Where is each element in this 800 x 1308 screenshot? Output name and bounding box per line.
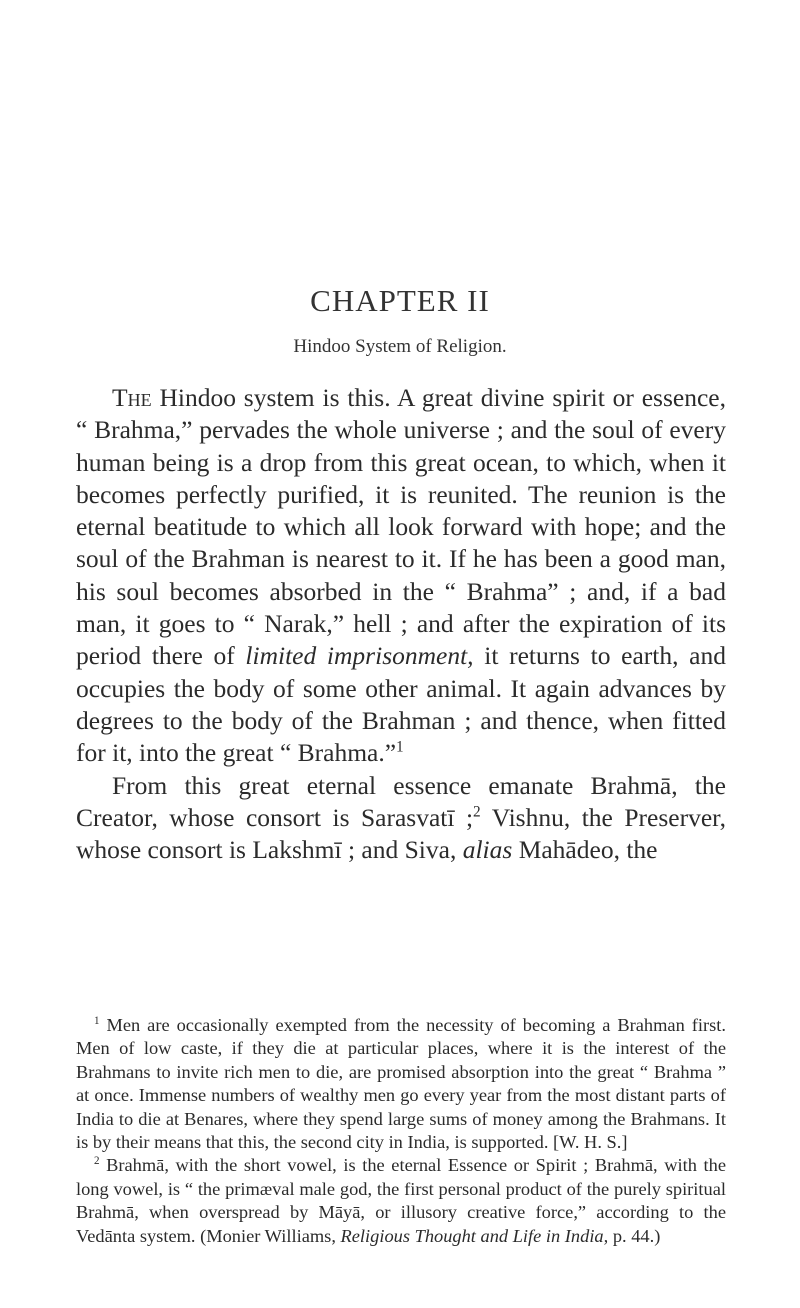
footnote-2-italic: Religious Thought and Life in India,	[340, 1225, 609, 1246]
footnote-2-number: 2	[94, 1155, 100, 1168]
paragraph-1-text-a: Hindoo system is this. A great divine spirit or essence, “ Brahma,” pervades the whole universe ; and the soul of every human being is a drop from this great ocean, to which, when it becomes perfectly purified, it is reunited. The reunion is the eternal beatitude to which all look forward with hope; and the soul of the Brahman is nearest to it. If he has been a good man, his soul becomes absorbed in the “ Brahma” ; and, if a bad man, it goes to “ Narak,” hell ; and after the expiration of its period there of	[76, 383, 726, 671]
paragraph-1-italic: limited imprisonment,	[245, 641, 474, 671]
footnote-ref-1: 1	[396, 738, 404, 756]
chapter-subtitle: Hindoo System of Religion.	[293, 336, 507, 357]
paragraph-1-text-b: it returns to earth, and occupies the body of some other animal. It again advances by degrees to the body of the Brahman ; and thence, when fitted for it, into the great “ Brahma.”	[76, 641, 726, 768]
footnote-1-text: Men are occasionally exempted from the necessity of becoming a Brahman first. Men of low caste, if they die at particular places, where it is the interest of the Brahmans to invite rich men to die, are promised absorption into the great “ Brahma ” at once. Immense numbers of wealthy men go every year from the most distant parts of India to die at Benares, where they spend large sums of money among the Brahmans. It is by their means that this, the second city in India, is supported. [W. H. S.]	[76, 1015, 726, 1153]
footnote-2	[76, 1154, 726, 1248]
paragraph-2-text-b: Vishnu, the Preserver, whose consort is Lakshmī ; and Siva,	[76, 802, 726, 865]
chapter-title: CHAPTER II	[310, 283, 490, 318]
paragraph-2	[76, 770, 726, 867]
footnote-1	[76, 1014, 726, 1154]
paragraph-1	[76, 382, 726, 770]
paragraph-1-lead: The	[112, 383, 152, 412]
paragraph-2-italic: alias	[462, 835, 513, 865]
paragraph-2-text-c: Mahādeo, the	[512, 835, 658, 865]
footnote-2-text-b: p. 44.)	[608, 1225, 661, 1246]
footnote-2-text-a: Brahmā, with the short vowel, is the eternal Essence or Spirit ; Brahmā, with the long vowel, is “ the primæval male god, the first personal product of the purely spiritual Brahmā, when overspread by Māyā, or illusory creative force,” according to the Vedānta system. (Monier Williams,	[76, 1155, 726, 1246]
footnote-1-number: 1	[94, 1014, 100, 1027]
footnote-ref-2: 2	[473, 803, 481, 821]
paragraph-2-text-a: From this great eternal essence emanate Brahmā, the Creator, whose consort is Sarasvatī ;	[76, 770, 726, 832]
body-text	[76, 382, 726, 866]
footnotes	[76, 1014, 726, 1248]
